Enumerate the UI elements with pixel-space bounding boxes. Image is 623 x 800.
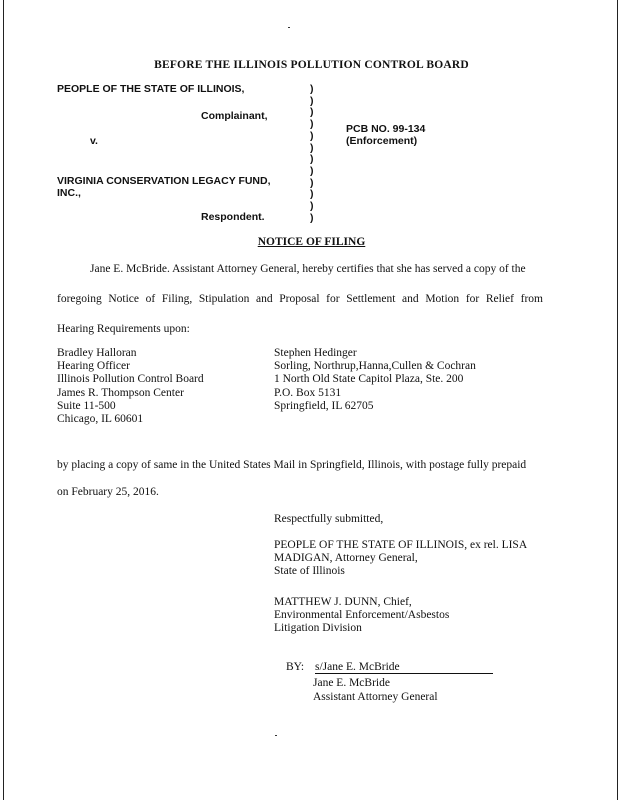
address-line: 1 North Old State Capitol Plaza, Ste. 200 xyxy=(274,373,464,386)
scan-speck xyxy=(288,27,290,28)
mailing-paragraph-line: on February 25, 2016. xyxy=(57,486,159,498)
recipient-left xyxy=(57,347,204,426)
address-line: Bradley Halloran xyxy=(57,347,137,359)
signer-title: Assistant Attorney General xyxy=(313,691,438,703)
left-scan-edge xyxy=(3,0,4,800)
address-line: Sorling, Northrup,Hanna,Cullen & Cochran xyxy=(274,360,476,373)
address-line: Suite 11-500 xyxy=(57,399,116,412)
party-line: PEOPLE OF THE STATE OF ILLINOIS, ex rel. LISA xyxy=(274,539,528,551)
case-type: (Enforcement) xyxy=(346,135,418,147)
page-title: BEFORE THE ILLINOIS POLLUTION CONTROL BOARD xyxy=(154,59,469,71)
address-line: Hearing Officer xyxy=(57,360,130,373)
respondent-name-line2: INC., xyxy=(57,187,81,199)
party-block xyxy=(274,539,527,579)
notice-paragraph-line: foregoing Notice of Filing, Stipulation and Proposal for Settlement and Motion for Relief from xyxy=(57,293,543,305)
address-line: Illinois Pollution Control Board xyxy=(57,373,204,386)
complainant-name: PEOPLE OF THE STATE OF ILLINOIS, xyxy=(57,83,245,95)
address-line: Springfield, IL 62705 xyxy=(274,399,374,412)
scan-speck xyxy=(275,735,277,736)
chief-line: Environmental Enforcement/Asbestos xyxy=(274,609,450,622)
complainant-role: Complainant, xyxy=(201,110,268,122)
address-line: P.O. Box 5131 xyxy=(274,386,342,399)
recipient-right xyxy=(274,347,476,413)
address-line: James R. Thompson Center xyxy=(57,386,184,399)
electronic-signature: s/Jane E. McBride xyxy=(315,661,400,673)
respondent-role: Respondent. xyxy=(201,211,265,223)
chief-line: Litigation Division xyxy=(274,622,362,635)
right-scan-edge xyxy=(617,0,618,800)
by-label: BY: xyxy=(286,661,305,673)
party-line: State of Illinois xyxy=(274,565,345,578)
address-line: Chicago, IL 60601 xyxy=(57,413,144,426)
notice-paragraph-line: Hearing Requirements upon: xyxy=(57,323,190,335)
chief-line: MATTHEW J. DUNN, Chief, xyxy=(274,596,412,608)
address-line: Stephen Hedinger xyxy=(274,347,357,359)
party-line: MADIGAN, Attorney General, xyxy=(274,552,418,565)
caption-parentheses: ) ) ) ) ) ) ) ) ) ) ) ) xyxy=(310,83,314,224)
chief-block xyxy=(274,596,449,636)
respondent-name-line1: VIRGINIA CONSERVATION LEGACY FUND, xyxy=(57,175,271,187)
signer-name: Jane E. McBride xyxy=(313,677,390,689)
mailing-paragraph-line: by placing a copy of same in the United States Mail in Springfield, Illinois, with postage fully prepaid xyxy=(57,459,527,471)
case-number: PCB NO. 99-134 xyxy=(346,123,426,135)
versus-label: v. xyxy=(90,135,98,147)
closing: Respectfully submitted, xyxy=(274,513,384,525)
notice-paragraph-line: Jane E. McBride. Assistant Attorney General, hereby certifies that she has served a copy of the xyxy=(90,263,526,275)
notice-heading: NOTICE OF FILING xyxy=(257,236,366,248)
signature-line xyxy=(315,673,493,674)
